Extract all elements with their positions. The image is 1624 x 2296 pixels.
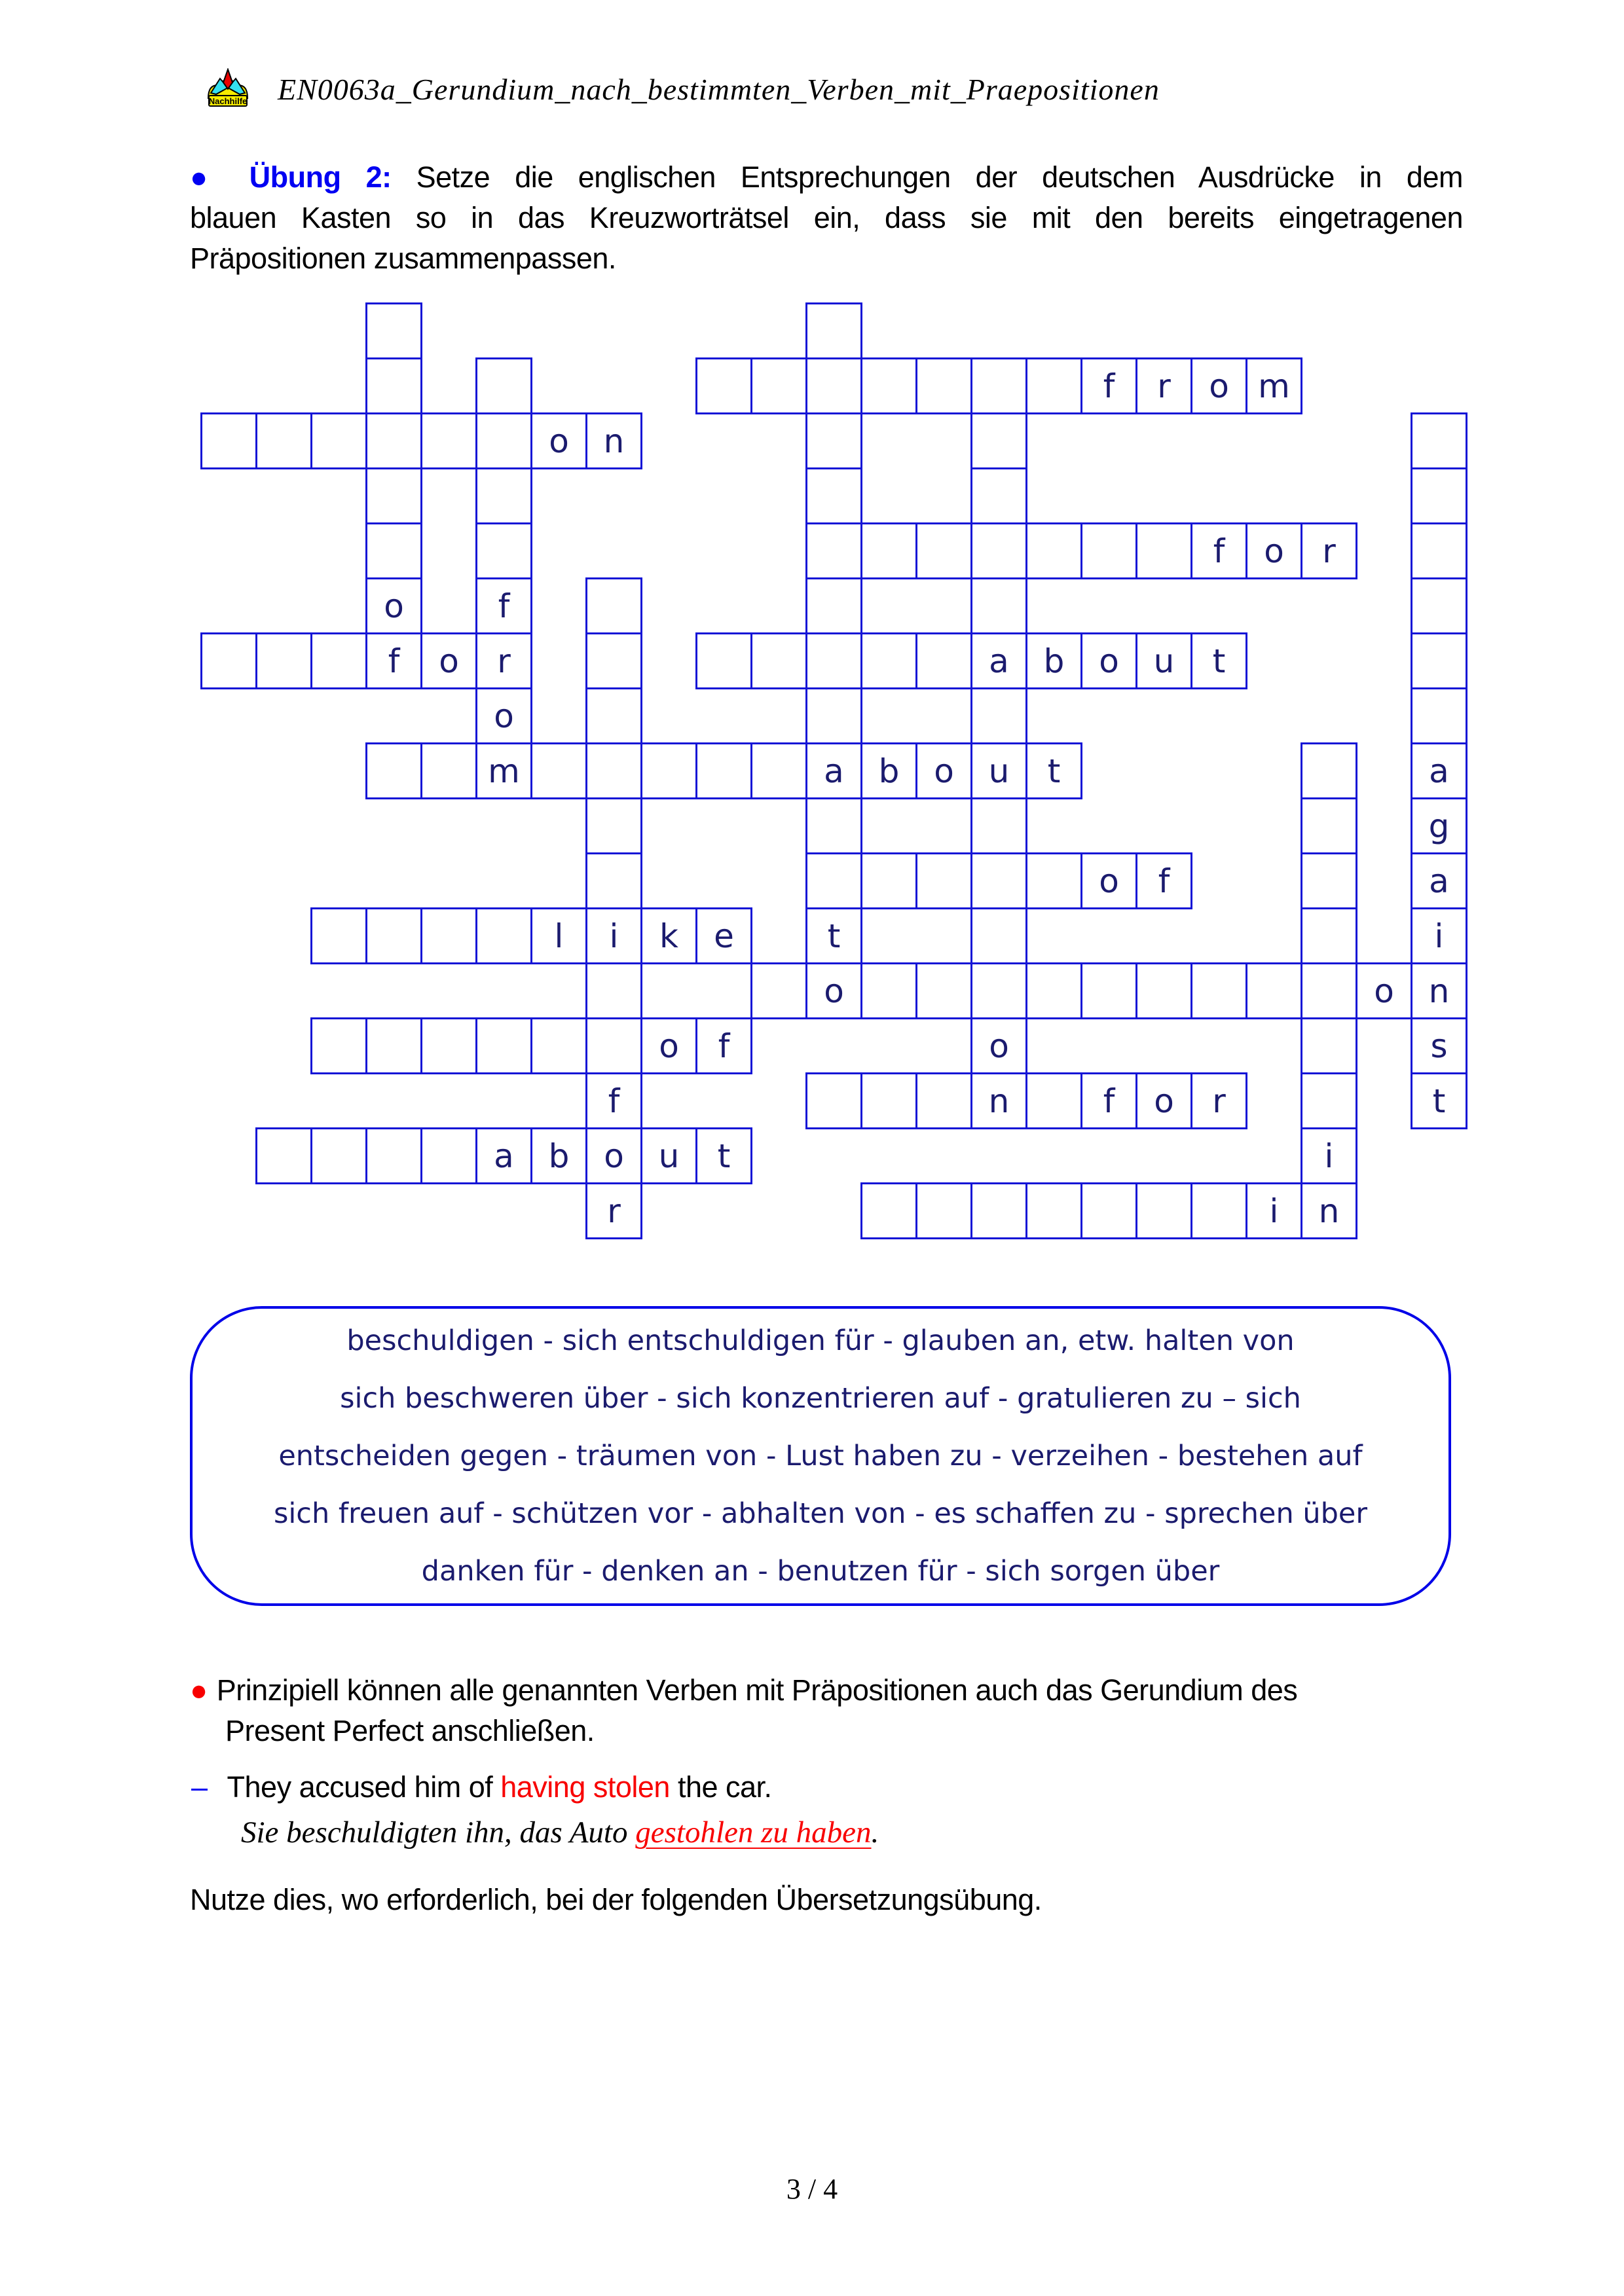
crossword-cell[interactable] [365, 522, 422, 579]
crossword-cell[interactable] [255, 1127, 312, 1184]
crossword-cell[interactable]: o [530, 412, 587, 469]
crossword-cell[interactable] [915, 357, 972, 414]
crossword-cell[interactable] [585, 852, 642, 909]
crossword-cell[interactable] [530, 742, 587, 799]
crossword-cell[interactable] [970, 797, 1027, 854]
crossword-cell[interactable]: o [365, 577, 422, 634]
example-german-line [241, 1815, 879, 1850]
crossword-cell[interactable]: o [915, 742, 972, 799]
crossword-cell[interactable] [420, 412, 477, 469]
closing-instruction: Nutze dies, wo erforderlich, bei der folgenden Übersetzungsübung. [190, 1883, 1042, 1916]
document-title: EN0063a_Gerundium_nach_bestimmten_Verben_mit_Praepositionen [278, 73, 1160, 106]
crossword-cell[interactable]: b [860, 742, 917, 799]
crossword-cell[interactable] [915, 962, 972, 1019]
crossword-cell[interactable]: f [1080, 1072, 1137, 1129]
crossword-cell[interactable] [365, 1017, 422, 1074]
crossword-cell[interactable] [365, 412, 422, 469]
crossword-cell[interactable] [1190, 962, 1247, 1019]
crossword-cell[interactable]: f [585, 1072, 642, 1129]
page-number: 3 / 4 [786, 2173, 838, 2205]
crossword-cell[interactable] [475, 357, 532, 414]
crossword-cell[interactable] [585, 577, 642, 634]
crossword-cell[interactable] [1080, 1182, 1137, 1239]
crossword-cell[interactable] [585, 962, 642, 1019]
crossword-cell[interactable] [1025, 1072, 1082, 1129]
crossword-cell[interactable] [970, 687, 1027, 744]
crossword-cell[interactable] [970, 962, 1027, 1019]
crossword-cell[interactable] [805, 687, 862, 744]
crossword-cell[interactable]: n [1301, 1182, 1357, 1239]
example-en-post: the car. [669, 1770, 772, 1804]
crossword-cell[interactable] [1025, 1182, 1082, 1239]
crossword-cell[interactable] [860, 962, 917, 1019]
crossword-cell[interactable] [1301, 962, 1357, 1019]
exercise-bullet-label: ● Übung 2: [190, 160, 392, 194]
crossword-cell[interactable] [860, 852, 917, 909]
crossword-cell[interactable] [805, 852, 862, 909]
crossword-cell[interactable] [365, 467, 422, 524]
crossword-cell[interactable] [695, 742, 752, 799]
crossword-cell[interactable]: r [1301, 522, 1357, 579]
crossword-cell[interactable]: t [1190, 632, 1247, 689]
crossword-cell[interactable]: b [530, 1127, 587, 1184]
crossword-cell[interactable] [860, 1182, 917, 1239]
crossword-cell[interactable] [750, 357, 807, 414]
crossword-cell[interactable] [805, 522, 862, 579]
crossword-cell[interactable]: f [475, 577, 532, 634]
crossword-cell[interactable] [1025, 852, 1082, 909]
crossword-cell[interactable]: a [1411, 852, 1467, 909]
crossword-cell[interactable]: m [475, 742, 532, 799]
crossword-cell[interactable] [1135, 522, 1192, 579]
crossword-cell[interactable] [970, 412, 1027, 469]
crossword-cell[interactable] [475, 907, 532, 964]
crossword-cell[interactable] [365, 907, 422, 964]
crossword-cell[interactable] [1301, 852, 1357, 909]
crossword-cell[interactable]: n [970, 1072, 1027, 1129]
crossword-cell[interactable] [695, 632, 752, 689]
crossword-cell[interactable] [1025, 522, 1082, 579]
crossword-cell[interactable]: a [805, 742, 862, 799]
crossword-cell[interactable]: s [1411, 1017, 1467, 1074]
crossword-cell[interactable] [585, 1017, 642, 1074]
crossword-cell[interactable] [915, 522, 972, 579]
crossword-cell[interactable] [1301, 1072, 1357, 1129]
crossword-cell[interactable]: n [585, 412, 642, 469]
crossword-cell[interactable] [970, 522, 1027, 579]
dash-bullet-icon: – [191, 1770, 208, 1804]
crossword-cell[interactable]: o [1356, 962, 1412, 1019]
crossword-cell[interactable]: a [475, 1127, 532, 1184]
crossword-cell[interactable] [805, 412, 862, 469]
crossword-cell[interactable] [750, 962, 807, 1019]
crossword-cell[interactable]: f [695, 1017, 752, 1074]
crossword-cell[interactable] [805, 302, 862, 359]
crossword-cell[interactable]: i [1411, 907, 1467, 964]
crossword-cell[interactable] [1411, 412, 1467, 469]
german-phrase-line: danken für - denken an - benutzen für - sich sorgen über [421, 1555, 1220, 1588]
crossword-cell[interactable]: o [1135, 1072, 1192, 1129]
crossword-cell[interactable] [860, 522, 917, 579]
crossword-cell[interactable] [1301, 1017, 1357, 1074]
crossword-cell[interactable] [310, 412, 367, 469]
crossword-cell[interactable]: u [970, 742, 1027, 799]
crossword-cell[interactable] [1246, 962, 1302, 1019]
crossword-cell[interactable]: o [1080, 632, 1137, 689]
crossword-cell[interactable]: i [1301, 1127, 1357, 1184]
crossword-cell[interactable]: o [475, 687, 532, 744]
crossword-cell[interactable]: o [420, 632, 477, 689]
crossword-cell[interactable] [1301, 907, 1357, 964]
crossword-cell[interactable] [915, 632, 972, 689]
crossword-cell[interactable] [200, 632, 257, 689]
crossword-cell[interactable] [475, 1017, 532, 1074]
crossword-cell[interactable]: g [1411, 797, 1467, 854]
crossword-cell[interactable]: l [530, 907, 587, 964]
nachhilfe-logo-icon [207, 68, 249, 107]
note-rule-text-1: Prinzipiell können alle genannten Verben mit Präpositionen auch das Gerundium des [216, 1673, 1298, 1707]
crossword-cell[interactable] [1080, 522, 1137, 579]
crossword-cell[interactable] [255, 632, 312, 689]
crossword-cell[interactable]: t [805, 907, 862, 964]
crossword-cell[interactable] [805, 797, 862, 854]
crossword-cell[interactable] [805, 632, 862, 689]
crossword-cell[interactable]: r [475, 632, 532, 689]
crossword-cell[interactable]: b [1025, 632, 1082, 689]
crossword-cell[interactable]: o [1246, 522, 1302, 579]
crossword-cell[interactable]: t [1411, 1072, 1467, 1129]
crossword-cell[interactable] [915, 1072, 972, 1129]
crossword-cell[interactable]: f [1135, 852, 1192, 909]
crossword-cell[interactable] [1301, 742, 1357, 799]
crossword-cell[interactable]: f [1080, 357, 1137, 414]
crossword-cell[interactable] [585, 687, 642, 744]
crossword-cell[interactable] [805, 357, 862, 414]
red-bullet-icon: ● [190, 1673, 208, 1707]
crossword-cell[interactable]: a [970, 632, 1027, 689]
crossword-cell[interactable]: o [1190, 357, 1247, 414]
crossword-cell[interactable] [750, 742, 807, 799]
german-phrase-line: beschuldigen - sich entschuldigen für - glauben an, etw. halten von [346, 1324, 1295, 1357]
crossword-cell[interactable]: t [1025, 742, 1082, 799]
crossword-cell[interactable] [365, 1127, 422, 1184]
crossword-cell[interactable] [860, 1072, 917, 1129]
crossword-cell[interactable] [860, 632, 917, 689]
crossword-cell[interactable]: o [970, 1017, 1027, 1074]
crossword-cell[interactable] [365, 357, 422, 414]
crossword-cell[interactable]: k [640, 907, 697, 964]
crossword-cell[interactable]: m [1246, 357, 1302, 414]
crossword-cell[interactable] [475, 522, 532, 579]
crossword-cell[interactable] [365, 302, 422, 359]
crossword-cell[interactable] [970, 577, 1027, 634]
crossword-cell[interactable]: f [365, 632, 422, 689]
crossword-cell[interactable] [585, 632, 642, 689]
example-de-highlight: gestohlen zu haben [635, 1815, 872, 1850]
german-phrase-line: entscheiden gegen - träumen von - Lust haben zu - verzeihen - bestehen auf [278, 1440, 1363, 1472]
crossword-cell[interactable] [365, 742, 422, 799]
crossword-cell[interactable]: u [1135, 632, 1192, 689]
instruction-line-1 [190, 157, 1463, 198]
crossword-cell[interactable]: n [1411, 962, 1467, 1019]
instruction-text-1: Setze die englischen Entsprechungen der deutschen Ausdrücke in dem [416, 160, 1463, 194]
crossword-cell[interactable] [1411, 687, 1467, 744]
crossword-cell[interactable]: o [805, 962, 862, 1019]
logo-label: Nachhilfe [208, 96, 248, 106]
crossword-cell[interactable] [475, 467, 532, 524]
crossword-cell[interactable] [1411, 632, 1467, 689]
crossword-cell[interactable] [255, 412, 312, 469]
crossword-cell[interactable] [310, 1127, 367, 1184]
crossword-cell[interactable] [1190, 1182, 1247, 1239]
note-gerund-rule [190, 1673, 1463, 1707]
crossword-cell[interactable] [310, 1017, 367, 1074]
crossword-cell[interactable]: u [640, 1127, 697, 1184]
example-de-post: . [871, 1815, 879, 1850]
crossword-cell[interactable] [970, 852, 1027, 909]
crossword-cell[interactable] [420, 1127, 477, 1184]
crossword-cell[interactable] [915, 852, 972, 909]
crossword-cell[interactable] [805, 467, 862, 524]
crossword-cell[interactable]: i [585, 907, 642, 964]
crossword-cell[interactable] [530, 1017, 587, 1074]
crossword-cell[interactable]: e [695, 907, 752, 964]
crossword-cell[interactable] [1411, 522, 1467, 579]
crossword-cell[interactable] [1301, 797, 1357, 854]
crossword-cell[interactable] [640, 742, 697, 799]
crossword-cell[interactable] [970, 1182, 1027, 1239]
note-rule-text-2: Present Perfect anschließen. [225, 1714, 595, 1747]
crossword-cell[interactable] [585, 797, 642, 854]
german-phrases-box [190, 1306, 1451, 1606]
crossword-cell[interactable] [970, 467, 1027, 524]
crossword-cell[interactable] [420, 907, 477, 964]
crossword-cell[interactable] [1025, 357, 1082, 414]
crossword-cell[interactable]: f [1190, 522, 1247, 579]
crossword-cell[interactable]: o [1080, 852, 1137, 909]
crossword-cell[interactable] [310, 907, 367, 964]
crossword-cell[interactable]: o [640, 1017, 697, 1074]
crossword-cell[interactable] [1025, 962, 1082, 1019]
crossword-cell[interactable] [200, 412, 257, 469]
crossword-cell[interactable]: r [1190, 1072, 1247, 1129]
crossword-cell[interactable] [970, 357, 1027, 414]
instruction-line-2: blauen Kasten so in das Kreuzworträtsel ein, dass sie mit den bereits eingetragenen [190, 201, 1463, 234]
crossword-cell[interactable] [915, 1182, 972, 1239]
instruction-line-3: Präpositionen zusammenpassen. [190, 242, 616, 275]
crossword-cell[interactable] [805, 1072, 862, 1129]
example-de-pre: Sie beschuldigten ihn, das Auto [241, 1815, 636, 1850]
crossword-cell[interactable] [1135, 1182, 1192, 1239]
crossword-cell[interactable] [475, 412, 532, 469]
example-en-highlight: having stolen [500, 1770, 670, 1804]
crossword-cell[interactable]: r [1135, 357, 1192, 414]
crossword-cell[interactable]: t [695, 1127, 752, 1184]
example-english-line [191, 1770, 772, 1804]
crossword-cell[interactable] [805, 577, 862, 634]
crossword-cell[interactable] [310, 632, 367, 689]
crossword-cell[interactable] [420, 742, 477, 799]
german-phrase-line: sich beschweren über - sich konzentrieren auf - gratulieren zu – sich [340, 1382, 1301, 1415]
crossword-cell[interactable] [750, 632, 807, 689]
crossword-cell[interactable]: i [1246, 1182, 1302, 1239]
crossword-cell[interactable]: r [585, 1182, 642, 1239]
crossword-cell[interactable] [695, 357, 752, 414]
crossword-cell[interactable]: a [1411, 742, 1467, 799]
crossword-cell[interactable] [970, 907, 1027, 964]
crossword-cell[interactable] [1135, 962, 1192, 1019]
crossword-cell[interactable] [1411, 467, 1467, 524]
crossword-cell[interactable] [860, 357, 917, 414]
crossword-cell[interactable] [420, 1017, 477, 1074]
crossword-cell[interactable] [1411, 577, 1467, 634]
crossword-cell[interactable] [1080, 962, 1137, 1019]
crossword-cell[interactable]: o [585, 1127, 642, 1184]
german-phrase-line: sich freuen auf - schützen vor - abhalten von - es schaffen zu - sprechen über [273, 1497, 1368, 1530]
example-en-pre: They accused him of [227, 1770, 501, 1804]
exercise-instructions [190, 157, 1463, 279]
crossword-cell[interactable] [585, 742, 642, 799]
